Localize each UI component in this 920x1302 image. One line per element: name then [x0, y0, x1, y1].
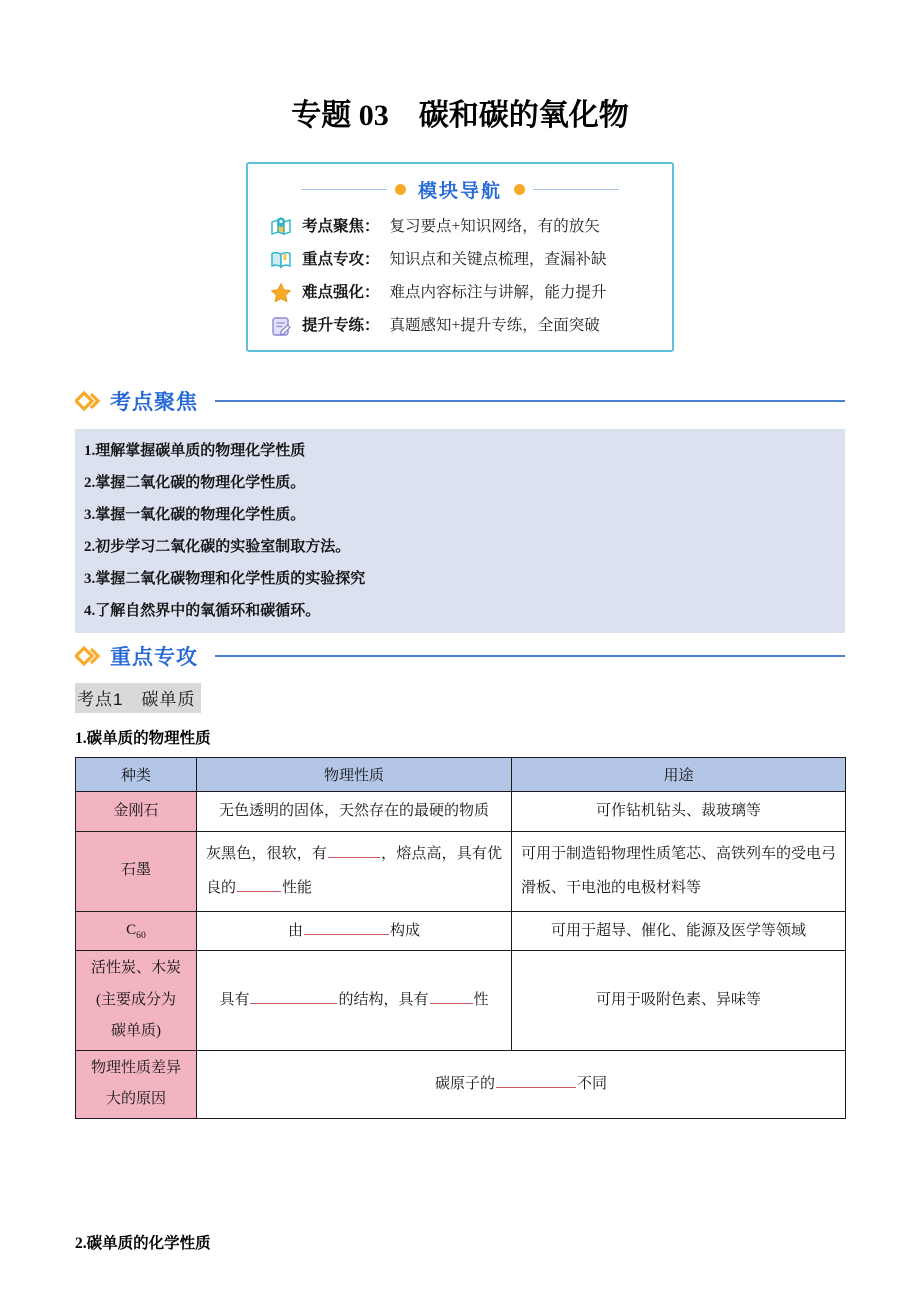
merged-cell: 碳原子的 不同 — [197, 1050, 846, 1118]
property-cell: 由 构成 — [197, 911, 512, 951]
table-row — [76, 911, 846, 951]
fill-in-blank — [496, 1076, 576, 1088]
topic-1-label: 考点1 碳单质 — [75, 683, 201, 713]
table-header-cell: 种类 — [76, 758, 197, 792]
left-dot-icon — [395, 184, 406, 195]
table-row — [76, 1050, 846, 1118]
use-cell: 可作钻机钻头、裁玻璃等 — [512, 792, 846, 832]
kind-cell: 金刚石 — [76, 792, 197, 832]
heading-physical-properties: 1.碳单质的物理性质 — [75, 730, 211, 747]
page-title: 专题 03 碳和碳的氧化物 — [291, 99, 629, 132]
nav-item-zhongdian-zhuangong — [270, 248, 654, 272]
table-row — [76, 792, 846, 832]
nav-item-desc: 复习要点+知识网络，有的放矢 — [389, 218, 600, 235]
right-rule — [533, 189, 619, 190]
right-dot-icon — [514, 184, 525, 195]
section-title: 重点专攻 — [110, 646, 198, 669]
property-cell: 无色透明的固体，天然存在的最硬的物质 — [197, 792, 512, 832]
focus-point: 2.掌握二氧化碳的物理化学性质。 — [84, 475, 306, 491]
table-header-cell: 物理性质 — [197, 758, 512, 792]
focus-point: 3.掌握一氧化碳的物理化学性质。 — [84, 507, 306, 523]
property-cell: 灰黑色，很软，有 ，熔点高，具有优良的 性能 — [197, 831, 512, 911]
focus-point: 2.初步学习二氧化碳的实验室制取方法。 — [84, 539, 351, 555]
kind-cell: 石墨 — [76, 831, 197, 911]
nav-item-label: 提升专练： — [302, 317, 380, 334]
fill-in-blank — [237, 880, 281, 892]
property-cell: 具有 的结构，具有 性 — [197, 951, 512, 1051]
nav-item-desc: 难点内容标注与讲解，能力提升 — [389, 284, 607, 301]
section-rule — [215, 655, 845, 657]
module-nav-titlebar — [266, 176, 654, 203]
nav-item-tisheng-zhuanlian — [270, 314, 654, 338]
fill-in-blank — [328, 846, 380, 858]
nav-item-label: 考点聚焦： — [302, 218, 380, 235]
focus-point: 3.掌握二氧化碳物理和化学性质的实验探究 — [84, 571, 366, 587]
notepad-pencil-icon — [270, 315, 292, 337]
table-row — [76, 951, 846, 1051]
open-book-icon — [270, 249, 292, 271]
table-header-row — [76, 758, 846, 792]
kind-cell: 物理性质差异 大的原因 — [76, 1050, 197, 1118]
table-head — [76, 758, 846, 792]
star-icon — [270, 282, 292, 304]
nav-item-label: 难点强化： — [302, 284, 380, 301]
fill-in-blank — [430, 992, 473, 1004]
heading-chemical-properties: 2.碳单质的化学性质 — [75, 1234, 211, 1252]
section-header-focus — [75, 386, 845, 416]
nav-item-desc: 真题感知+提升专练，全面突破 — [389, 317, 600, 334]
section-title: 考点聚焦 — [110, 391, 198, 414]
use-cell: 可用于制造铅物理性质笔芯、高铁列车的受电弓滑板、干电池的电极材料等 — [512, 831, 846, 911]
use-cell: 可用于吸附色素、异味等 — [512, 951, 846, 1051]
nav-item-label: 重点专攻： — [302, 251, 380, 268]
diamond-arrow-icon — [75, 645, 101, 667]
diamond-arrow-icon — [75, 390, 101, 412]
module-nav-title: 模块导航 — [417, 181, 502, 202]
kind-cell: $C_{60}$ — [76, 911, 197, 951]
module-nav-box — [246, 162, 674, 352]
section-rule — [215, 400, 845, 402]
table-row — [76, 831, 846, 911]
table-body — [76, 792, 846, 1119]
fill-in-blank — [250, 992, 337, 1004]
use-cell: 可用于超导、催化、能源及医学等领域 — [512, 911, 846, 951]
module-nav-items — [266, 215, 654, 338]
map-pin-icon — [270, 216, 292, 238]
focus-point: 1.理解掌握碳单质的物理化学性质 — [84, 443, 306, 459]
focus-point: 4.了解自然界中的氧循环和碳循环。 — [84, 603, 321, 619]
nav-item-kaodian-jujiao — [270, 215, 654, 239]
left-rule — [301, 189, 387, 190]
nav-item-desc: 知识点和关键点梳理，查漏补缺 — [389, 251, 607, 268]
fill-in-blank — [304, 923, 389, 935]
table-header-cell: 用途 — [512, 758, 846, 792]
focus-points-list — [75, 429, 845, 633]
nav-item-nandian-qianghua — [270, 281, 654, 305]
kind-cell: 活性炭、木炭 (主要成分为 碳单质) — [76, 951, 197, 1051]
section-header-key-points — [75, 641, 845, 671]
carbon-properties-table — [75, 757, 846, 1119]
